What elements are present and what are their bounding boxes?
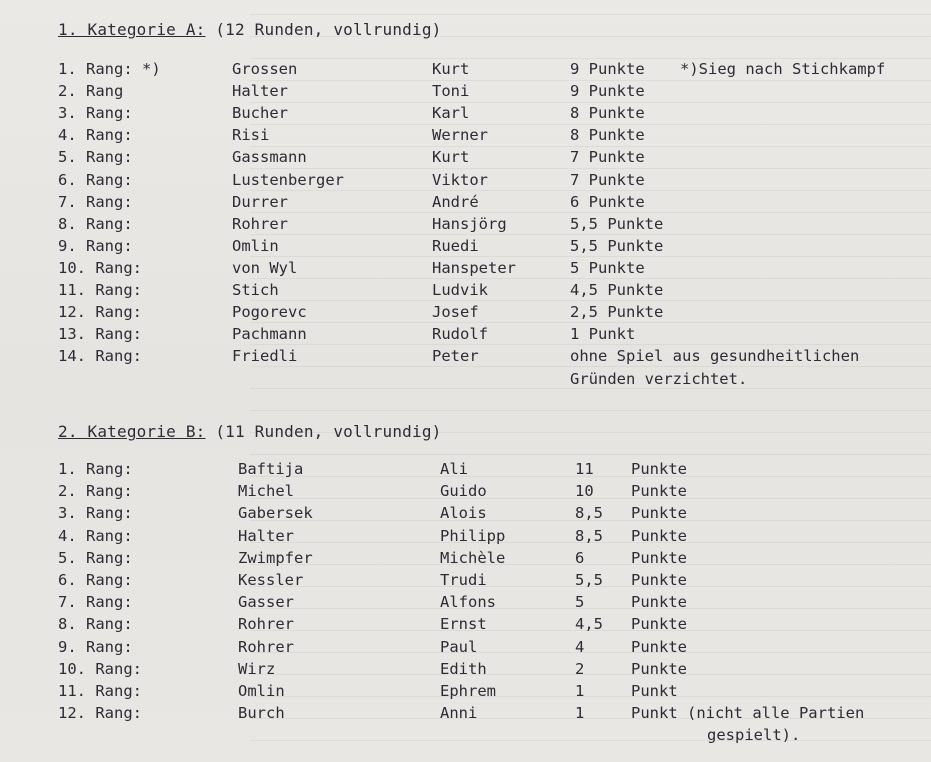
result-row <box>0 571 931 593</box>
result-row <box>0 104 931 126</box>
result-row <box>0 171 931 193</box>
rank-cell: 3. Rang: <box>58 504 133 523</box>
result-row <box>0 126 931 148</box>
points-unit-cell: Punkte <box>631 659 687 678</box>
rank-cell: 4. Rang: <box>58 526 133 545</box>
result-row <box>0 193 931 215</box>
first-name-cell: Ernst <box>440 615 487 634</box>
result-row <box>0 638 931 660</box>
rank-cell: 11. Rang: <box>58 682 142 700</box>
last-name-cell: Bucher <box>232 104 288 123</box>
rank-cell: 13. Rang: <box>58 325 142 344</box>
first-name-cell: Ludvik <box>432 281 488 299</box>
last-name-cell: Lustenberger <box>232 170 344 189</box>
rank-cell: 1. Rang: <box>58 460 133 478</box>
last-name-cell: Grossen <box>232 60 298 78</box>
points-unit-cell: Punkt (nicht alle Partien <box>631 704 865 723</box>
rank-cell: 6. Rang: <box>58 571 133 589</box>
rank-cell: 9. Rang: <box>58 236 133 255</box>
points-cell: 1 <box>575 682 585 700</box>
points-cell: 6 <box>575 548 585 567</box>
points-unit-cell: Punkte <box>631 526 687 545</box>
result-row <box>0 325 931 347</box>
category-a-heading <box>58 20 442 39</box>
rank-cell: 1. Rang: *) <box>58 60 161 78</box>
result-row <box>0 704 931 726</box>
last-name-cell: Burch <box>238 704 285 723</box>
points-cell: 2,5 Punkte <box>570 303 664 322</box>
rank-cell: 8. Rang: <box>58 615 133 634</box>
rank-cell: 8. Rang: <box>58 214 133 233</box>
points-unit-cell: Punkte <box>631 593 687 612</box>
rank-cell: 5. Rang: <box>58 148 133 167</box>
last-name-cell: von Wyl <box>232 258 298 277</box>
points-unit-cell: Punkt <box>631 682 678 700</box>
result-row <box>0 259 931 281</box>
result-row <box>0 482 931 504</box>
last-name-cell: Halter <box>238 526 294 545</box>
first-name-cell: Viktor <box>432 170 488 189</box>
result-row <box>0 60 931 82</box>
rank-cell: 2. Rang <box>58 82 124 101</box>
last-name-cell: Pachmann <box>232 325 307 344</box>
points-unit-cell: Punkte <box>631 571 687 589</box>
result-row <box>0 615 931 637</box>
last-name-cell: Baftija <box>238 460 304 478</box>
first-name-cell: Alois <box>440 504 487 523</box>
first-name-cell: Edith <box>440 659 487 678</box>
last-name-cell: Durrer <box>232 192 288 211</box>
category-a-title: 1. Kategorie A: <box>58 20 206 39</box>
result-row <box>0 682 931 704</box>
last-name-cell: Friedli <box>232 347 298 366</box>
last-name-cell: Gassmann <box>232 148 307 167</box>
first-name-cell: Anni <box>440 704 478 723</box>
points-cell: 4,5 Punkte <box>570 281 664 299</box>
first-name-cell: Kurt <box>432 148 470 167</box>
rank-cell: 6. Rang: <box>58 170 133 189</box>
category-b-title: 2. Kategorie B: <box>58 422 206 441</box>
first-name-cell: Rudolf <box>432 325 488 344</box>
result-row <box>0 237 931 259</box>
first-name-cell: Hanspeter <box>432 258 516 277</box>
result-row <box>0 347 931 369</box>
last-name-cell: Zwimpfer <box>238 548 313 567</box>
points-cell: 8 Punkte <box>570 126 645 145</box>
points-cell: 5 <box>575 593 585 612</box>
points-unit-cell: Punkte <box>631 482 687 501</box>
first-name-cell: Kurt <box>432 60 470 78</box>
points-unit-cell: Punkte <box>631 615 687 634</box>
points-cell: 6 Punkte <box>570 192 645 211</box>
rank-cell: 12. Rang: <box>58 704 142 723</box>
points-cell: 8 Punkte <box>570 104 645 123</box>
last-name-cell: Rohrer <box>238 637 294 656</box>
last-name-cell: Gasser <box>238 593 294 612</box>
result-row <box>0 303 931 325</box>
rank-cell: 4. Rang: <box>58 126 133 145</box>
result-row <box>0 82 931 104</box>
rank-cell: 5. Rang: <box>58 548 133 567</box>
last-name-cell: Pogorevc <box>232 303 307 322</box>
rank-cell: 14. Rang: <box>58 347 142 366</box>
points-unit-cell: Punkte <box>631 548 687 567</box>
result-row <box>0 281 931 303</box>
first-name-cell: André <box>432 192 479 211</box>
points-cell: 9 Punkte <box>570 82 645 101</box>
last-name-cell: Kessler <box>238 571 304 589</box>
last-name-cell: Rohrer <box>232 214 288 233</box>
points-cell: ohne Spiel aus gesundheitlichen <box>570 347 860 366</box>
points-unit-cell: Punkte <box>631 504 687 523</box>
first-name-cell: Ali <box>440 460 468 478</box>
rank-cell: 11. Rang: <box>58 281 142 299</box>
result-row <box>0 215 931 237</box>
result-row <box>0 593 931 615</box>
last-name-cell: Risi <box>232 126 270 145</box>
first-name-cell: Toni <box>432 82 470 101</box>
points-cell: 9 Punkte <box>570 60 645 78</box>
first-name-cell: Peter <box>432 347 479 366</box>
category-a-last-row-continuation: Gründen verzichtet. <box>570 370 748 388</box>
first-name-cell: Karl <box>432 104 470 123</box>
last-name-cell: Rohrer <box>238 615 294 634</box>
first-name-cell: Werner <box>432 126 488 145</box>
last-name-cell: Michel <box>238 482 294 501</box>
points-cell: 5,5 <box>575 571 603 589</box>
result-row <box>0 148 931 170</box>
category-b-last-row-continuation: gespielt). <box>707 726 801 744</box>
points-cell: 2 <box>575 659 585 678</box>
rank-cell: 7. Rang: <box>58 192 133 211</box>
first-name-cell: Paul <box>440 637 478 656</box>
category-a-subtitle: (12 Runden, vollrundig) <box>215 20 442 39</box>
result-row <box>0 660 931 682</box>
last-name-cell: Omlin <box>232 236 279 255</box>
result-row <box>0 460 931 482</box>
category-b-heading <box>58 422 442 441</box>
rank-cell: 2. Rang: <box>58 482 133 501</box>
last-name-cell: Gabersek <box>238 504 313 523</box>
points-cell: 11 <box>575 460 594 478</box>
last-name-cell: Wirz <box>238 659 276 678</box>
points-cell: 5,5 Punkte <box>570 214 664 233</box>
rank-cell: 3. Rang: <box>58 104 133 123</box>
points-cell: 10 <box>575 482 594 501</box>
result-row <box>0 504 931 526</box>
points-cell: 4 <box>575 637 585 656</box>
first-name-cell: Philipp <box>440 526 506 545</box>
first-name-cell: Hansjörg <box>432 214 507 233</box>
rank-cell: 10. Rang: <box>58 659 142 678</box>
result-row <box>0 549 931 571</box>
first-name-cell: Ephrem <box>440 682 496 700</box>
first-name-cell: Ruedi <box>432 236 479 255</box>
first-name-cell: Josef <box>432 303 479 322</box>
points-cell: 8,5 <box>575 504 603 523</box>
first-name-cell: Trudi <box>440 571 487 589</box>
rank-cell: 10. Rang: <box>58 258 142 277</box>
first-name-cell: Alfons <box>440 593 496 612</box>
first-name-cell: Guido <box>440 482 487 501</box>
last-name-cell: Stich <box>232 281 279 299</box>
points-unit-cell: Punkte <box>631 460 687 478</box>
points-cell: 7 Punkte <box>570 170 645 189</box>
points-cell: 1 <box>575 704 585 723</box>
last-name-cell: Halter <box>232 82 288 101</box>
points-cell: 4,5 <box>575 615 603 634</box>
result-row <box>0 527 931 549</box>
rank-cell: 9. Rang: <box>58 637 133 656</box>
points-cell: 5 Punkte <box>570 258 645 277</box>
points-cell: 7 Punkte <box>570 148 645 167</box>
rank-cell: 7. Rang: <box>58 593 133 612</box>
points-unit-cell: Punkte <box>631 637 687 656</box>
first-name-cell: Michèle <box>440 548 506 567</box>
category-b-subtitle: (11 Runden, vollrundig) <box>215 422 442 441</box>
rank-cell: 12. Rang: <box>58 303 142 322</box>
last-name-cell: Omlin <box>238 682 285 700</box>
points-cell: 8,5 <box>575 526 603 545</box>
points-cell: 5,5 Punkte <box>570 236 664 255</box>
points-cell: 1 Punkt <box>570 325 636 344</box>
note-cell: *)Sieg nach Stichkampf <box>680 60 886 78</box>
